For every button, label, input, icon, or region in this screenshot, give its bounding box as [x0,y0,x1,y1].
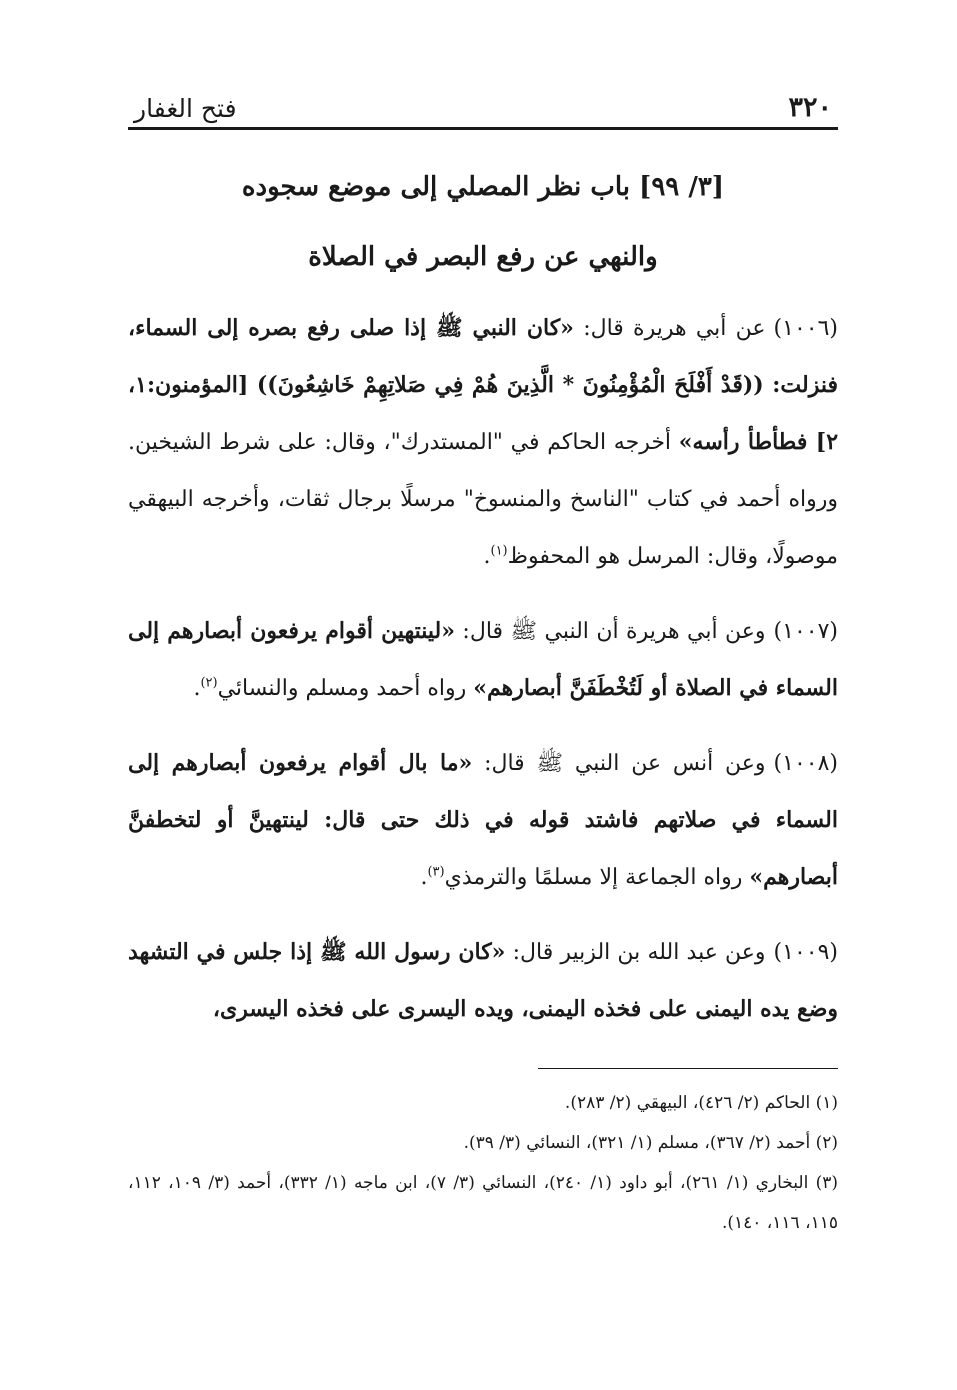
chapter-subtitle: والنهي عن رفع البصر في الصلاة [308,242,658,272]
footnote-ref[interactable]: (٣) [427,864,445,880]
hadith-number: (١٠٠٧) [773,619,838,644]
page [128,78,838,1243]
hadith-quote: «كان رسول الله ﷺ إذا جلس في التشهد وضع يده اليمنى على فخذه اليمنى، ويده اليسرى على فخذه اليسرى، [128,939,838,1022]
hadith-source: رواه الجماعة إلا مسلمًا والترمذي [444,865,750,890]
hadith-1007 [128,603,838,717]
hadith-quote: «ما بال أقوام يرفعون أبصارهم إلى السماء في صلاتهم فاشتد قوله في ذلك حتى قال: لينتهينَّ أو لتخطفنَّ أبصارهم» [128,750,838,890]
hadith-1009 [128,924,838,1038]
hadith-number: (١٠٠٩) [773,940,838,965]
footnote-divider [538,1068,838,1069]
footnotes [128,1083,838,1243]
hadith-quote: «كان النبي ﷺ إذا صلى رفع بصره إلى السماء، فنزلت: ((قَدْ أَفْلَحَ الْمُؤْمِنُونَ * الَّذِينَ هُمْ فِي صَلاتِهِمْ خَاشِعُونَ)) [المؤمنون:١، ٢] فطأطأ رأسه» [128,315,839,455]
hadith-end: . [483,544,491,569]
hadith-number: (١٠٠٦) [773,316,838,341]
footnote-1: (١) الحاكم (٢/ ٤٢٦)، البيهقي (٢/ ٢٨٣). [564,1093,838,1113]
footnote-2: (٢) أحمد (٢/ ٣٦٧)، مسلم (١/ ٣٢١)، النسائي (٣/ ٣٩). [463,1133,838,1153]
page-number: ٣٢٠ [788,92,832,123]
chapter-title: [٣/ ٩٩] باب نظر المصلي إلى موضع سجوده [241,172,725,202]
book-title: فتح الغفار [134,94,237,123]
hadith-quote: «لينتهين أقوام يرفعون أبصارهم إلى السماء في الصلاة أو لَتُخْطَفَنَّ أبصارهم» [128,618,838,701]
hadith-source: رواه أحمد ومسلم والنسائي [217,676,474,701]
footnote-3: (٣) البخاري (١/ ٢٦١)، أبو داود (١/ ٢٤٠)، النسائي (٣/ ٧)، ابن ماجه (١/ ٣٣٢)، أحمد (٣/ ١٠٩، ١١٢، ١١٥، ١١٦، ١٤٠). [128,1173,838,1233]
hadith-intro: عن أبي هريرة قال: [573,316,766,341]
footnote-ref[interactable]: (٢) [200,675,218,691]
hadith-intro: وعن عبد الله بن الزبير قال: [505,940,766,965]
hadith-1006 [128,300,838,585]
hadith-intro: وعن أبي هريرة أن النبي ﷺ قال: [454,619,766,644]
hadith-end: . [420,865,428,890]
hadith-source: أخرجه الحاكم في "المستدرك"، وقال: على شرط الشيخين. ورواه أحمد في كتاب "الناسخ والمنسوخ" مرسلًا برجال ثقات، وأخرجه البيهقي موصولًا، وقال: المرسل هو المحفوظ [128,430,838,569]
hadith-intro: وعن أنس عن النبي ﷺ قال: [472,751,766,776]
hadith-1008 [128,735,838,906]
hadith-number: (١٠٠٨) [773,751,838,776]
hadith-end: . [193,676,201,701]
running-head [128,78,838,130]
footnote-ref[interactable]: (١) [490,543,508,559]
